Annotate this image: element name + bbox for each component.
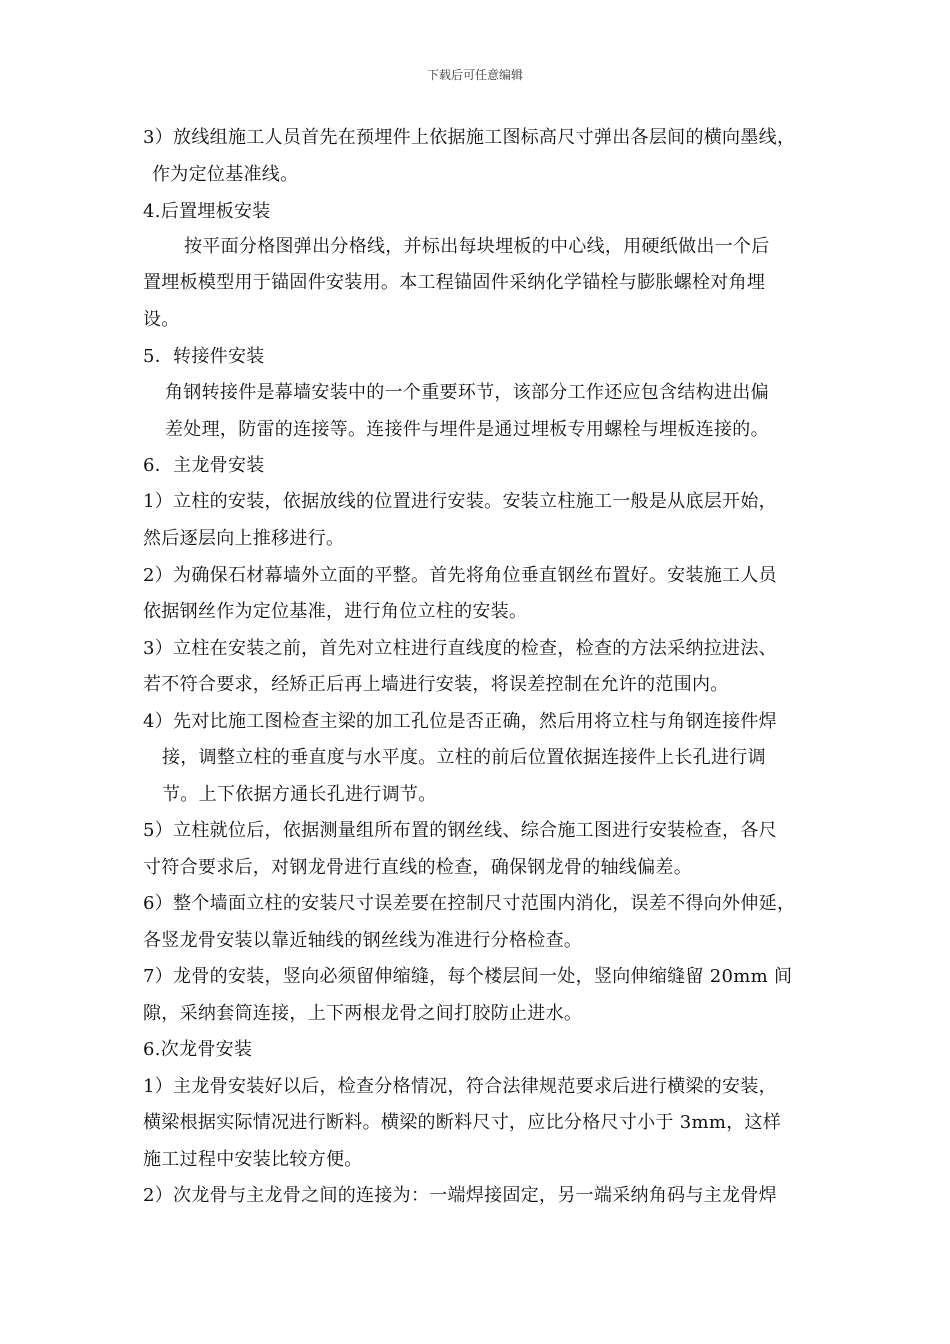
text-line: 依据钢丝作为定位基准，进行角位立柱的安装。 bbox=[143, 601, 528, 622]
text-line: 1）主龙骨安装好以后，检查分格情况，符合法律规范要求后进行横梁的安装， bbox=[143, 1076, 777, 1097]
text-line: 差处理，防雷的连接等。连接件与埋件是通过埋板专用螺栓与埋板连接的。 bbox=[165, 419, 769, 440]
text-line: 按平面分格图弹出分格线，并标出每块埋板的中心线，用硬纸做出一个后 bbox=[184, 236, 770, 257]
text-line: 作为定位基准线。 bbox=[152, 164, 299, 185]
text-line: 6）整个墙面立柱的安装尺寸误差要在控制尺寸范围内消化，误差不得向外伸延， bbox=[143, 893, 796, 914]
text-line: 3）放线组施工人员首先在预埋件上依据施工图标高尺寸弹出各层间的横向墨线， bbox=[143, 127, 796, 148]
text-line: 若不符合要求，经矫正后再上墙进行安装，将误差控制在允许的范围内。 bbox=[143, 674, 729, 695]
text-line: 置埋板模型用于锚固件安装用。本工程锚固件采纳化学锚栓与膨胀螺栓对角埋 bbox=[143, 272, 766, 293]
text-line: 2）次龙骨与主龙骨之间的连接为：一端焊接固定，另一端采纳角码与主龙骨焊 bbox=[143, 1185, 777, 1206]
text-line: 接，调整立柱的垂直度与水平度。立柱的前后位置依据连接件上长孔进行调 bbox=[162, 747, 766, 768]
text-line: 各竖龙骨安装以靠近轴线的钢丝线为准进行分格检查。 bbox=[143, 930, 583, 951]
section-heading: 5．转接件安装 bbox=[143, 346, 265, 367]
text-line: 7）龙骨的安装，竖向必须留伸缩缝，每个楼层间一处，竖向伸缩缝留 20mm 间 bbox=[143, 966, 793, 987]
section-heading: 6．主龙骨安装 bbox=[143, 455, 265, 476]
text-line: 5）立柱就位后，依据测量组所布置的钢丝线、综合施工图进行安装检查，各尺 bbox=[143, 820, 777, 841]
text-line: 设。 bbox=[143, 309, 180, 330]
text-line: 4）先对比施工图检查主梁的加工孔位是否正确，然后用将立柱与角钢连接件焊 bbox=[143, 711, 777, 732]
text-line: 3）立柱在安装之前，首先对立柱进行直线度的检查，检查的方法采纳拉进法、 bbox=[143, 638, 777, 659]
text-line: 施工过程中安装比较方便。 bbox=[143, 1149, 363, 1170]
text-line: 然后逐层向上推移进行。 bbox=[143, 528, 345, 549]
text-line: 2）为确保石材幕墙外立面的平整。首先将角位垂直钢丝布置好。安装施工人员 bbox=[143, 565, 777, 586]
text-line: 节。上下依据方通长孔进行调节。 bbox=[162, 784, 437, 805]
section-heading: 4.后置埋板安装 bbox=[143, 201, 271, 222]
text-line: 隙，采纳套筒连接，上下两根龙骨之间打胶防止进水。 bbox=[143, 1003, 583, 1024]
text-line: 寸符合要求后，对钢龙骨进行直线的检查，确保钢龙骨的轴线偏差。 bbox=[143, 857, 692, 878]
section-heading: 6.次龙骨安装 bbox=[143, 1039, 253, 1060]
text-line: 角钢转接件是幕墙安装中的一个重要环节，该部分工作还应包含结构进出偏 bbox=[165, 382, 769, 403]
text-line: 横梁根据实际情况进行断料。横梁的断料尺寸，应比分格尺寸小于 3mm，这样 bbox=[143, 1112, 782, 1133]
page-header: 下载后可任意编辑 bbox=[426, 68, 523, 82]
text-line: 1）立柱的安装，依据放线的位置进行安装。安装立柱施工一般是从底层开始， bbox=[143, 491, 777, 512]
